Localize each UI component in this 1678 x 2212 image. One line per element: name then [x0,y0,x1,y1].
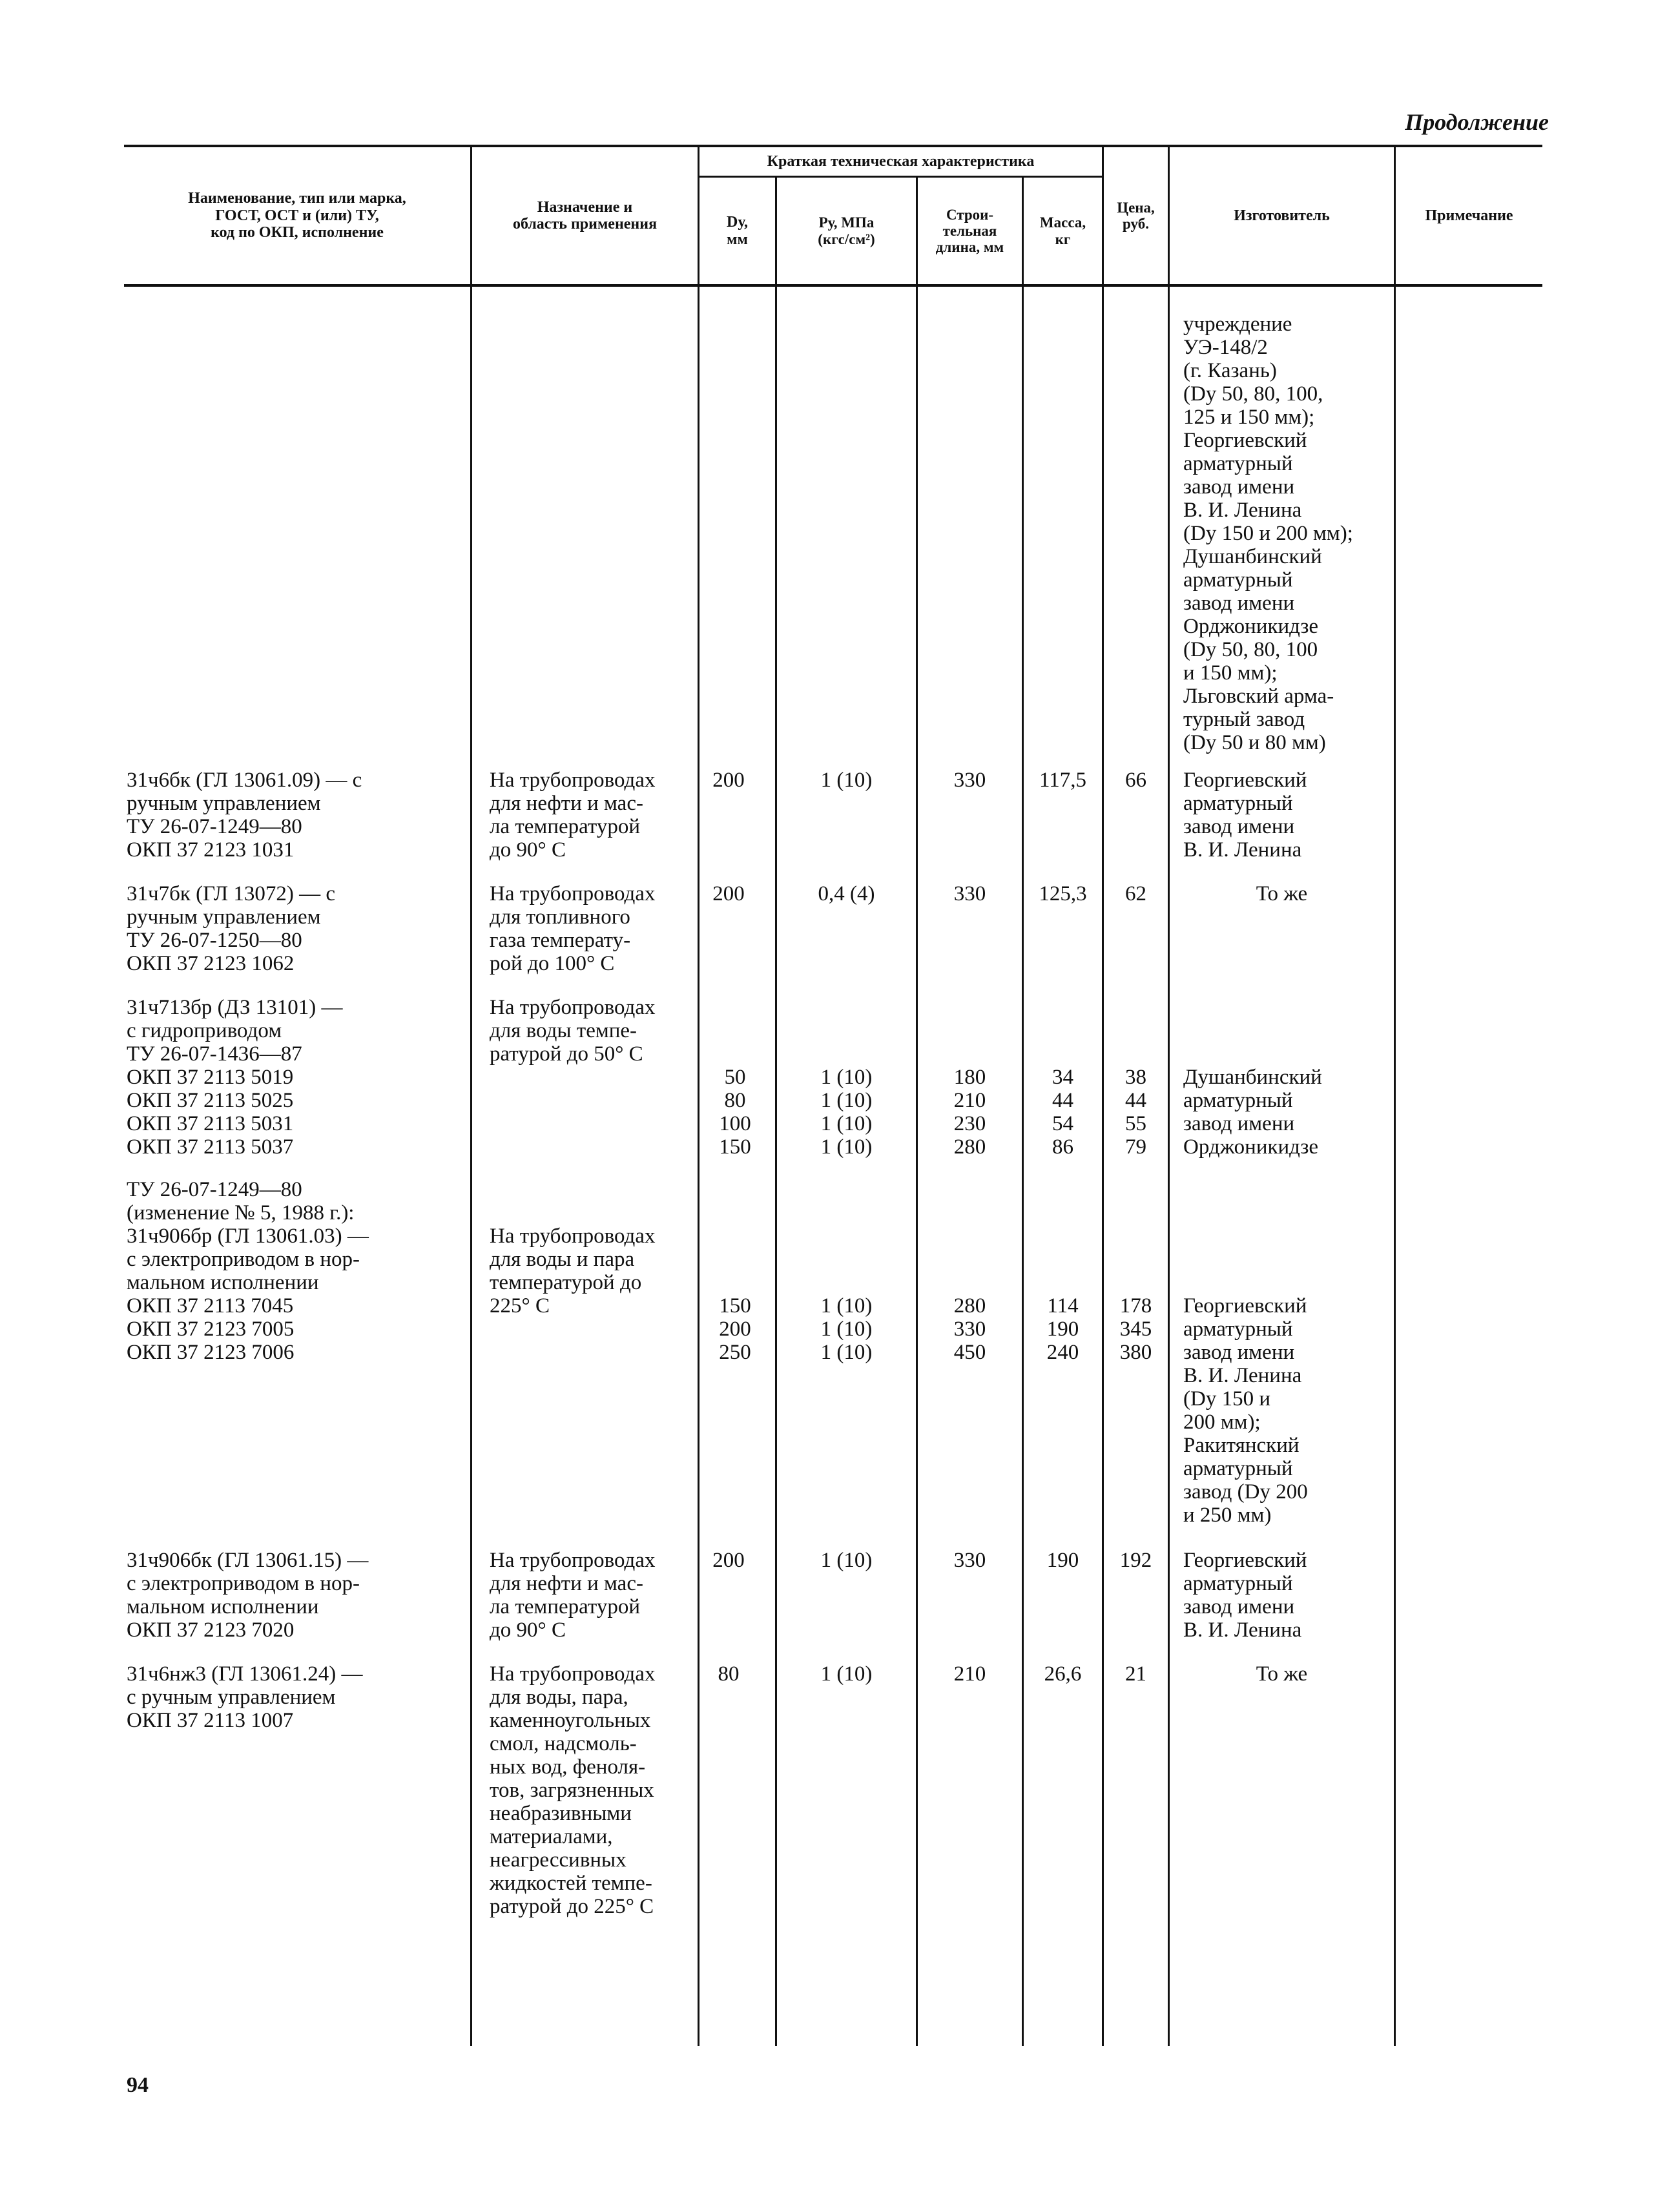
row-2-length: 330 [953,882,986,905]
row-5-manufacturer: Георгиевский арматурный завод имени В. И. Ленина [1183,1549,1307,1642]
row-6-pn: 1 (10) [820,1662,873,1686]
row-3-length: 180 210 230 280 [953,1066,986,1159]
row-5-name: 31ч906бк (ГЛ 13061.15) — с электроприводом в нор- мальном исполнении ОКП 37 2123 7020 [127,1549,369,1642]
row-2-name: 31ч7бк (ГЛ 13072) — с ручным управлением ТУ 26-07-1250—80 ОКП 37 2123 1062 [127,882,336,975]
row-1-dn: 200 [712,769,745,792]
row-6-mass: 26,6 [1044,1662,1082,1686]
row-5-mass: 190 [1046,1549,1079,1572]
header-tech-group: Краткая техническая характеристика [767,152,1035,170]
col-divider-8 [1394,147,1396,2046]
row-4-dn: 150 200 250 [719,1294,751,1364]
row-3-mass: 34 44 54 86 [1052,1066,1073,1159]
row-6-price: 21 [1125,1662,1146,1686]
row-5-length: 330 [953,1549,986,1572]
row-6-length: 210 [953,1662,986,1686]
header-pn: Pу, МПа (кгс/см²) [818,214,875,247]
page-number: 94 [127,2073,149,2097]
row-1-price: 66 [1125,769,1146,792]
row-2-purpose: На трубопроводах для топливного газа температу- рой до 100° С [490,882,656,975]
header-purpose: Назначение и область применения [512,198,658,233]
row-6-manufacturer: То же [1256,1662,1308,1686]
row-4-purpose: На трубопроводах для воды и пара температурой до 225° С [490,1225,656,1318]
row-3-price: 38 44 55 79 [1125,1066,1146,1159]
header-note: Примечание [1425,207,1513,224]
row-6-dn: 80 [718,1662,740,1686]
header-manufacturer: Изготовитель [1234,207,1330,224]
row-4-mass: 114 190 240 [1046,1294,1079,1364]
row-4-price: 178 345 380 [1119,1294,1152,1364]
row-1-purpose: На трубопроводах для нефти и мас- ла температурой до 90° С [490,769,656,862]
row-2-price: 62 [1125,882,1146,905]
row-6-purpose: На трубопроводах для воды, пара, каменноугольных смол, надсмоль- ных вод, феноля- тов, загрязненных неабразивными материалами, неагрессивных жидкостей темпе- ратурой до 225° С [490,1662,656,1918]
row-2-pn: 0,4 (4) [818,882,875,905]
header-bottom-rule [124,284,1542,287]
row-5-price: 192 [1119,1549,1152,1572]
row-4-manufacturer: Георгиевский арматурный завод имени В. И. Ленина (Dу 150 и 200 мм); Ракитянский арматурный завод (Dу 200 и 250 мм) [1183,1294,1308,1527]
continuation-label: Продолжение [1405,109,1549,135]
row-3-manufacturer: Душанбинский арматурный завод имени Орджоникидзе [1183,1066,1322,1159]
row-4-name: ТУ 26-07-1249—80 (изменение № 5, 1988 г.): 31ч906бр (ГЛ 13061.03) — с электроприводом в нор- мальном исполнении ОКП 37 2113 7045 ОКП 37 2123 7005 ОКП 37 2123 7006 [127,1178,369,1364]
header-price: Цена, руб. [1117,199,1155,232]
row-5-purpose: На трубопроводах для нефти и мас- ла температурой до 90° С [490,1549,656,1642]
row-6-name: 31ч6нж3 (ГЛ 13061.24) — с ручным управлением ОКП 37 2113 1007 [127,1662,363,1732]
row-1-mass: 117,5 [1039,769,1087,792]
row-3-name: 31ч713бр (ДЗ 13101) — с гидроприводом ТУ 26-07-1436—87 ОКП 37 2113 5019 ОКП 37 2113 5025 ОКП 37 2113 5031 ОКП 37 2113 5037 [127,996,343,1159]
row-2-mass: 125,3 [1039,882,1087,905]
row-3-dn: 50 80 100 150 [719,1066,751,1159]
row-1-length: 330 [953,769,986,792]
row-2-manufacturer: То же [1256,882,1308,905]
header-dn: Dу, мм [727,214,748,248]
row-1-manufacturer: Георгиевский арматурный завод имени В. И. Ленина [1183,769,1307,862]
header-name: Наименование, тип или марка, ГОСТ, ОСТ и (или) ТУ, код по ОКП, исполнение [188,190,406,242]
row-0-manufacturer: учреждение УЭ-148/2 (г. Казань) (Dу 50, 80, 100, 125 и 150 мм); Георгиевский арматурный завод имени В. И. Ленина (Dу 150 и 200 мм); Душанбинский арматурный завод имени Орджоникидзе (Dу 50, 80, 100 и 150 мм); Льговский арма- турный завод (Dу 50 и 80 мм) [1183,313,1353,754]
row-4-length: 280 330 450 [953,1294,986,1364]
col-divider-7 [1168,147,1170,2046]
row-3-pn: 1 (10) 1 (10) 1 (10) 1 (10) [820,1066,873,1159]
header-length: Строи- тельная длина, мм [935,206,1004,256]
header-mass: Масса, кг [1039,214,1086,247]
row-5-dn: 200 [712,1549,745,1572]
row-1-name: 31ч6бк (ГЛ 13061.09) — с ручным управлением ТУ 26-07-1249—80 ОКП 37 2123 1031 [127,769,362,862]
col-divider-1 [470,147,472,2046]
row-5-pn: 1 (10) [820,1549,873,1572]
row-3-purpose: На трубопроводах для воды темпе- ратурой до 50° С [490,996,656,1066]
row-2-dn: 200 [712,882,745,905]
row-4-pn: 1 (10) 1 (10) 1 (10) [820,1294,873,1364]
row-1-pn: 1 (10) [820,769,873,792]
